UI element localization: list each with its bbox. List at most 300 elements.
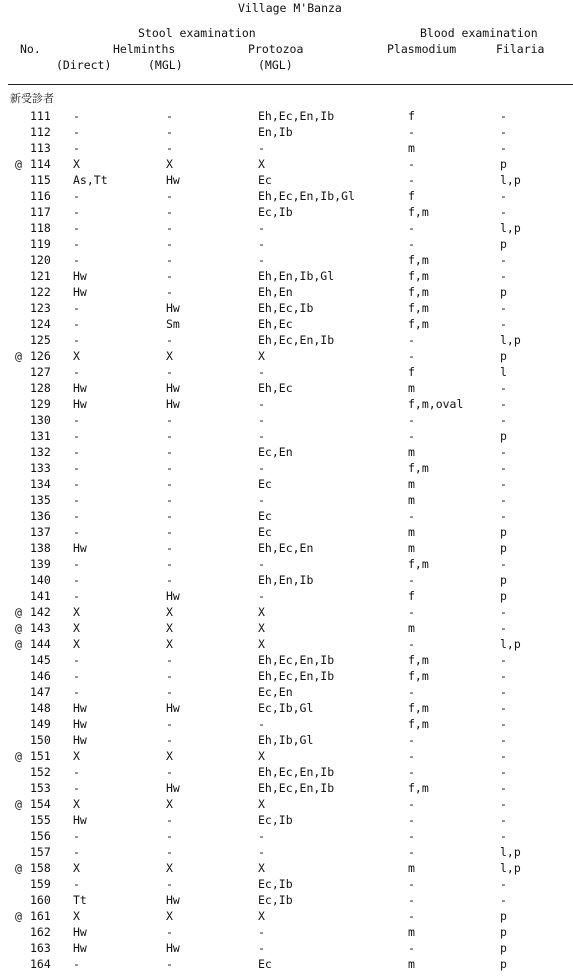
protozoa-result: Eh,En,Ib,Gl (258, 269, 335, 283)
row-number: 154 (30, 797, 51, 811)
filaria-result: p (500, 237, 507, 251)
direct-result: Hw (73, 269, 87, 283)
filaria-result: - (500, 109, 507, 123)
mgl-helminths-result: - (166, 477, 173, 491)
protozoa-result: Eh,Ec (258, 381, 293, 395)
mgl-helminths-result: X (166, 157, 173, 171)
table-row (0, 700, 573, 716)
table-row (0, 716, 573, 732)
protozoa-result: Ec,En (258, 445, 293, 459)
direct-result: X (73, 861, 80, 875)
plasmodium-result: f (408, 189, 415, 203)
mgl-helminths-result: - (166, 413, 173, 427)
mgl-helminths-result: X (166, 797, 173, 811)
row-number: 131 (30, 429, 51, 443)
direct-result: X (73, 621, 80, 635)
col-subheader-mgl-helminths: (MGL) (148, 58, 183, 72)
row-number: 146 (30, 669, 51, 683)
filaria-result: - (500, 445, 507, 459)
plasmodium-result: f,m,oval (408, 397, 464, 411)
filaria-result: - (500, 781, 507, 795)
row-number: 148 (30, 701, 51, 715)
mgl-helminths-result: - (166, 205, 173, 219)
plasmodium-result: f,m (408, 461, 429, 475)
row-number: 162 (30, 925, 51, 939)
protozoa-result: - (258, 237, 265, 251)
direct-result: - (73, 477, 80, 491)
plasmodium-result: f (408, 589, 415, 603)
filaria-result: p (500, 157, 507, 171)
plasmodium-result: - (408, 637, 415, 651)
filaria-result: - (500, 701, 507, 715)
table-row (0, 236, 573, 252)
filaria-result: l,p (500, 861, 521, 875)
mgl-helminths-result: X (166, 749, 173, 763)
direct-result: - (73, 221, 80, 235)
mgl-helminths-result: Sm (166, 317, 180, 331)
plasmodium-result: f,m (408, 781, 429, 795)
direct-result: Hw (73, 925, 87, 939)
protozoa-result: Eh,Ec (258, 317, 293, 331)
row-number: 157 (30, 845, 51, 859)
table-row (0, 252, 573, 268)
row-number: 161 (30, 909, 51, 923)
direct-result: - (73, 957, 80, 971)
filaria-result: p (500, 589, 507, 603)
table-row (0, 300, 573, 316)
row-number: 130 (30, 413, 51, 427)
protozoa-result: Eh,Ec,En,Ib (258, 765, 335, 779)
mgl-helminths-result: - (166, 365, 173, 379)
protozoa-result: - (258, 429, 265, 443)
filaria-result: p (500, 573, 507, 587)
table-row (0, 444, 573, 460)
table-row (0, 876, 573, 892)
filaria-result: - (500, 893, 507, 907)
filaria-result: p (500, 541, 507, 555)
plasmodium-result: - (408, 877, 415, 891)
col-subheader-direct: (Direct) (56, 58, 112, 72)
protozoa-result: X (258, 637, 265, 651)
table-row (0, 204, 573, 220)
direct-result: Hw (73, 397, 87, 411)
mgl-helminths-result: X (166, 621, 173, 635)
filaria-result: - (500, 749, 507, 763)
plasmodium-result: m (408, 525, 415, 539)
plasmodium-result: m (408, 957, 415, 971)
plasmodium-result: - (408, 685, 415, 699)
row-number: 115 (30, 173, 51, 187)
filaria-result: - (500, 253, 507, 267)
direct-result: - (73, 317, 80, 331)
row-number: 132 (30, 445, 51, 459)
row-number: 152 (30, 765, 51, 779)
direct-result: - (73, 205, 80, 219)
plasmodium-result: - (408, 845, 415, 859)
row-mark: @ (15, 621, 22, 635)
row-number: 122 (30, 285, 51, 299)
filaria-result: p (500, 925, 507, 939)
stool-exam-header: Stool examination (138, 26, 256, 40)
mgl-helminths-result: - (166, 493, 173, 507)
mgl-helminths-result: Hw (166, 781, 180, 795)
filaria-result: p (500, 429, 507, 443)
table-row (0, 620, 573, 636)
table-row (0, 492, 573, 508)
table-row (0, 572, 573, 588)
row-number: 119 (30, 237, 51, 251)
protozoa-result: - (258, 493, 265, 507)
blood-exam-header: Blood examination (420, 26, 538, 40)
table-row (0, 460, 573, 476)
direct-result: X (73, 797, 80, 811)
filaria-result: - (500, 301, 507, 315)
plasmodium-result: - (408, 221, 415, 235)
protozoa-result: Eh,Ec,En,Ib,Gl (258, 189, 355, 203)
direct-result: - (73, 557, 80, 571)
table-row (0, 268, 573, 284)
protozoa-result: X (258, 909, 265, 923)
mgl-helminths-result: - (166, 445, 173, 459)
protozoa-result: Eh,Ec,En,Ib (258, 333, 335, 347)
mgl-helminths-result: - (166, 509, 173, 523)
plasmodium-result: - (408, 237, 415, 251)
protozoa-result: - (258, 461, 265, 475)
direct-result: - (73, 253, 80, 267)
mgl-helminths-result: X (166, 605, 173, 619)
table-row (0, 380, 573, 396)
row-mark: @ (15, 861, 22, 875)
row-number: 144 (30, 637, 51, 651)
protozoa-result: X (258, 157, 265, 171)
direct-result: - (73, 141, 80, 155)
protozoa-result: Eh,En (258, 285, 293, 299)
protozoa-result: X (258, 605, 265, 619)
page-title: Village M'Banza (238, 1, 342, 15)
plasmodium-result: f,m (408, 717, 429, 731)
table-row (0, 284, 573, 300)
plasmodium-result: - (408, 413, 415, 427)
mgl-helminths-result: - (166, 877, 173, 891)
filaria-result: p (500, 349, 507, 363)
protozoa-result: X (258, 349, 265, 363)
direct-result: X (73, 605, 80, 619)
table-row (0, 780, 573, 796)
row-number: 133 (30, 461, 51, 475)
filaria-result: - (500, 205, 507, 219)
plasmodium-result: - (408, 349, 415, 363)
table-row (0, 124, 573, 140)
plasmodium-result: - (408, 157, 415, 171)
table-row (0, 588, 573, 604)
mgl-helminths-result: X (166, 861, 173, 875)
filaria-result: - (500, 141, 507, 155)
plasmodium-result: f,m (408, 669, 429, 683)
direct-result: X (73, 909, 80, 923)
mgl-helminths-result: - (166, 109, 173, 123)
mgl-helminths-result: - (166, 141, 173, 155)
mgl-helminths-result: Hw (166, 893, 180, 907)
filaria-result: p (500, 941, 507, 955)
protozoa-result: Ec,En (258, 685, 293, 699)
filaria-result: - (500, 557, 507, 571)
mgl-helminths-result: - (166, 669, 173, 683)
table-row (0, 924, 573, 940)
mgl-helminths-result: - (166, 557, 173, 571)
protozoa-result: Eh,Ec,En,Ib (258, 653, 335, 667)
direct-result: - (73, 413, 80, 427)
table-row (0, 348, 573, 364)
row-number: 150 (30, 733, 51, 747)
col-header-protozoa: Protozoa (248, 42, 304, 56)
table-row (0, 476, 573, 492)
filaria-result: p (500, 285, 507, 299)
protozoa-result: Eh,Ec,En (258, 541, 314, 555)
direct-result: - (73, 845, 80, 859)
mgl-helminths-result: - (166, 573, 173, 587)
row-number: 126 (30, 349, 51, 363)
plasmodium-result: - (408, 429, 415, 443)
direct-result: - (73, 877, 80, 891)
direct-result: Hw (73, 941, 87, 955)
mgl-helminths-result: X (166, 637, 173, 651)
row-number: 121 (30, 269, 51, 283)
table-row (0, 844, 573, 860)
row-number: 137 (30, 525, 51, 539)
table-row (0, 508, 573, 524)
protozoa-result: Ec (258, 477, 272, 491)
filaria-result: - (500, 605, 507, 619)
direct-result: - (73, 189, 80, 203)
direct-result: - (73, 765, 80, 779)
direct-result: Hw (73, 717, 87, 731)
mgl-helminths-result: Hw (166, 381, 180, 395)
mgl-helminths-result: - (166, 269, 173, 283)
direct-result: - (73, 653, 80, 667)
direct-result: - (73, 125, 80, 139)
mgl-helminths-result: - (166, 845, 173, 859)
plasmodium-result: f,m (408, 701, 429, 715)
filaria-result: - (500, 813, 507, 827)
plasmodium-result: - (408, 765, 415, 779)
plasmodium-result: - (408, 509, 415, 523)
row-number: 116 (30, 189, 51, 203)
plasmodium-result: m (408, 493, 415, 507)
direct-result: - (73, 461, 80, 475)
direct-result: - (73, 525, 80, 539)
row-mark: @ (15, 797, 22, 811)
protozoa-result: Eh,Ec,En,Ib (258, 669, 335, 683)
table-row (0, 332, 573, 348)
protozoa-result: X (258, 621, 265, 635)
mgl-helminths-result: Hw (166, 301, 180, 315)
protozoa-result: Ec (258, 525, 272, 539)
plasmodium-result: m (408, 541, 415, 555)
row-number: 147 (30, 685, 51, 699)
row-mark: @ (15, 909, 22, 923)
row-number: 114 (30, 157, 51, 171)
row-number: 149 (30, 717, 51, 731)
filaria-result: - (500, 765, 507, 779)
filaria-result: - (500, 685, 507, 699)
row-number: 135 (30, 493, 51, 507)
filaria-result: - (500, 509, 507, 523)
row-mark: @ (15, 637, 22, 651)
table-row (0, 940, 573, 956)
protozoa-result: - (258, 941, 265, 955)
direct-result: - (73, 669, 80, 683)
direct-result: - (73, 109, 80, 123)
table-row (0, 188, 573, 204)
table-row (0, 860, 573, 876)
row-number: 140 (30, 573, 51, 587)
direct-result: - (73, 781, 80, 795)
mgl-helminths-result: - (166, 957, 173, 971)
direct-result: As,Tt (73, 173, 108, 187)
mgl-helminths-result: - (166, 717, 173, 731)
table-row (0, 812, 573, 828)
protozoa-result: X (258, 749, 265, 763)
row-number: 113 (30, 141, 51, 155)
row-number: 138 (30, 541, 51, 555)
row-mark: @ (15, 749, 22, 763)
protozoa-result: X (258, 861, 265, 875)
plasmodium-result: - (408, 605, 415, 619)
col-subheader-mgl-protozoa: (MGL) (258, 58, 293, 72)
table-row (0, 908, 573, 924)
table-row (0, 684, 573, 700)
filaria-result: - (500, 797, 507, 811)
direct-result: - (73, 589, 80, 603)
row-number: 117 (30, 205, 51, 219)
direct-result: - (73, 829, 80, 843)
protozoa-result: - (258, 365, 265, 379)
mgl-helminths-result: - (166, 813, 173, 827)
direct-result: X (73, 157, 80, 171)
protozoa-result: Ec,Ib,Gl (258, 701, 314, 715)
plasmodium-result: f,m (408, 653, 429, 667)
filaria-result: - (500, 317, 507, 331)
table-row (0, 748, 573, 764)
protozoa-result: Eh,Ib,Gl (258, 733, 314, 747)
row-number: 159 (30, 877, 51, 891)
protozoa-result: Eh,Ec,En,Ib (258, 109, 335, 123)
plasmodium-result: f,m (408, 557, 429, 571)
mgl-helminths-result: - (166, 285, 173, 299)
plasmodium-result: f,m (408, 317, 429, 331)
filaria-result: l,p (500, 221, 521, 235)
plasmodium-result: f,m (408, 285, 429, 299)
filaria-result: - (500, 413, 507, 427)
section-label: 新受診者 (10, 92, 54, 105)
plasmodium-result: - (408, 909, 415, 923)
table-row (0, 172, 573, 188)
protozoa-result: - (258, 717, 265, 731)
direct-result: X (73, 637, 80, 651)
table-row (0, 892, 573, 908)
protozoa-result: - (258, 221, 265, 235)
filaria-result: l,p (500, 173, 521, 187)
filaria-result: l,p (500, 845, 521, 859)
filaria-result: - (500, 381, 507, 395)
table-row (0, 636, 573, 652)
mgl-helminths-result: - (166, 653, 173, 667)
direct-result: - (73, 445, 80, 459)
direct-result: - (73, 365, 80, 379)
table-row (0, 140, 573, 156)
row-number: 156 (30, 829, 51, 843)
mgl-helminths-result: - (166, 765, 173, 779)
filaria-result: - (500, 733, 507, 747)
protozoa-result: - (258, 413, 265, 427)
mgl-helminths-result: - (166, 541, 173, 555)
filaria-result: - (500, 717, 507, 731)
mgl-helminths-result: - (166, 829, 173, 843)
filaria-result: - (500, 269, 507, 283)
protozoa-result: Ec,Ib (258, 205, 293, 219)
direct-result: - (73, 493, 80, 507)
direct-result: Hw (73, 701, 87, 715)
filaria-result: - (500, 397, 507, 411)
table-row (0, 108, 573, 124)
table-row (0, 316, 573, 332)
plasmodium-result: - (408, 941, 415, 955)
row-number: 124 (30, 317, 51, 331)
mgl-helminths-result: - (166, 221, 173, 235)
plasmodium-result: m (408, 381, 415, 395)
plasmodium-result: - (408, 829, 415, 843)
mgl-helminths-result: X (166, 909, 173, 923)
direct-result: - (73, 429, 80, 443)
filaria-result: p (500, 909, 507, 923)
table-row (0, 652, 573, 668)
row-number: 145 (30, 653, 51, 667)
table-row (0, 732, 573, 748)
table-row (0, 396, 573, 412)
row-number: 143 (30, 621, 51, 635)
filaria-result: p (500, 957, 507, 971)
direct-result: - (73, 509, 80, 523)
plasmodium-result: - (408, 733, 415, 747)
table-row (0, 428, 573, 444)
plasmodium-result: f (408, 109, 415, 123)
row-number: 160 (30, 893, 51, 907)
row-number: 141 (30, 589, 51, 603)
col-header-helminths: Helminths (113, 42, 176, 56)
table-row (0, 828, 573, 844)
mgl-helminths-result: - (166, 429, 173, 443)
plasmodium-result: - (408, 125, 415, 139)
protozoa-result: - (258, 925, 265, 939)
filaria-result: - (500, 669, 507, 683)
row-number: 153 (30, 781, 51, 795)
direct-result: - (73, 237, 80, 251)
protozoa-result: Ec,Ib (258, 877, 293, 891)
filaria-result: - (500, 877, 507, 891)
protozoa-result: Eh,Ec,Ib (258, 301, 314, 315)
table-row (0, 956, 573, 972)
mgl-helminths-result: - (166, 925, 173, 939)
filaria-result: - (500, 477, 507, 491)
mgl-helminths-result: Hw (166, 173, 180, 187)
table-row (0, 668, 573, 684)
protozoa-result: - (258, 253, 265, 267)
protozoa-result: - (258, 845, 265, 859)
filaria-result: - (500, 493, 507, 507)
row-number: 163 (30, 941, 51, 955)
plasmodium-result: f,m (408, 205, 429, 219)
direct-result: Tt (73, 893, 87, 907)
